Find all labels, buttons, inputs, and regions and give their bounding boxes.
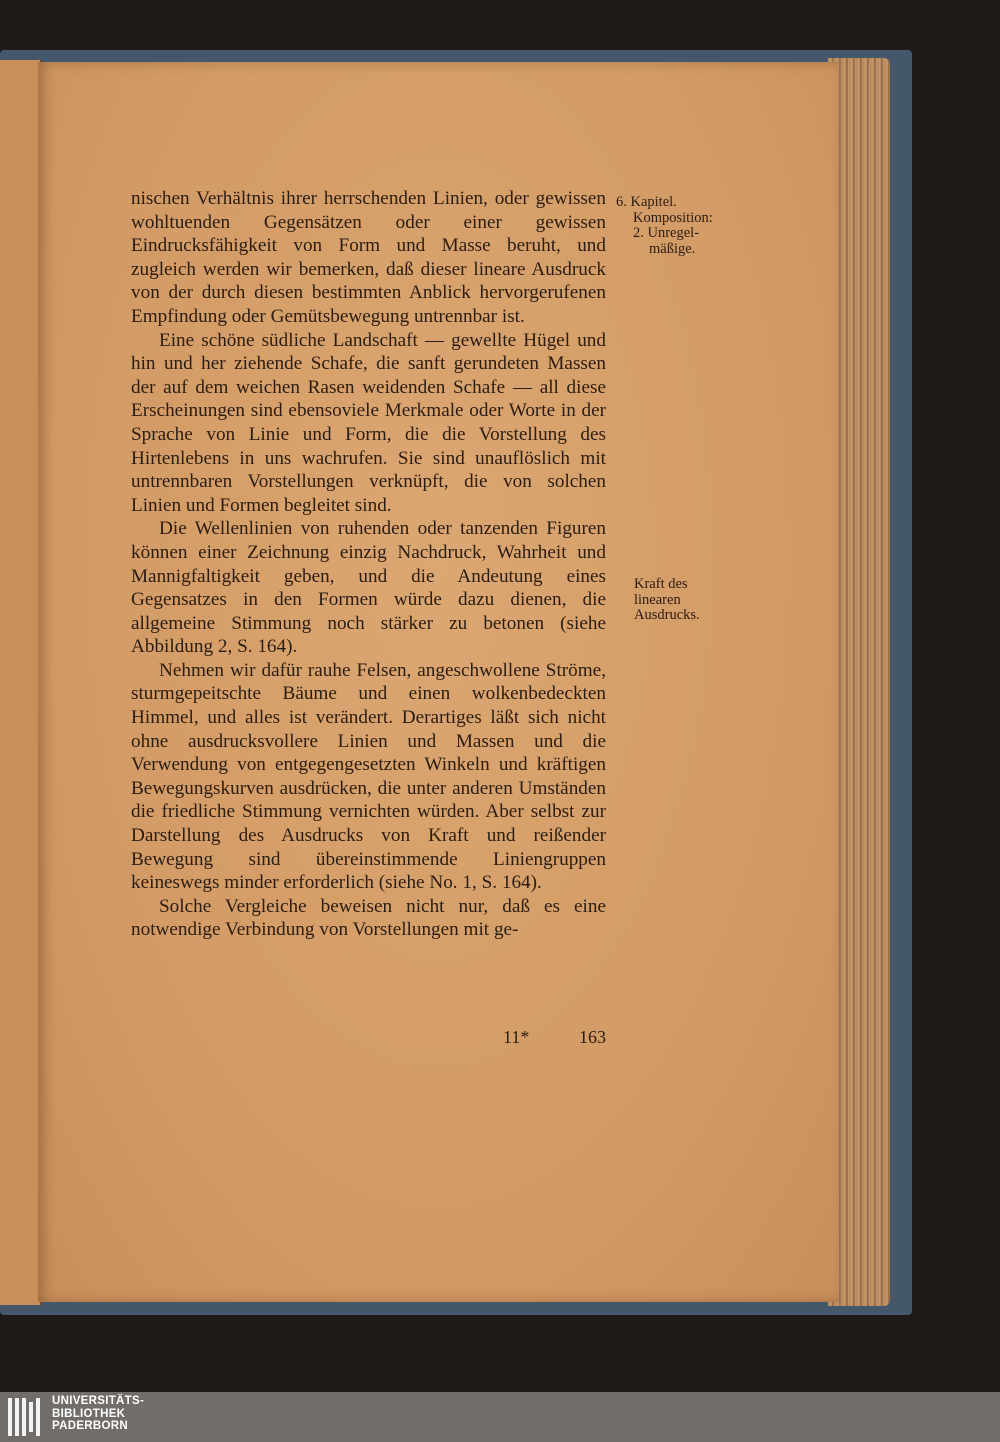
marginal-topic-line: Kraft des bbox=[634, 576, 688, 592]
logo-line: PADERBORN bbox=[52, 1420, 128, 1432]
library-logo-icon bbox=[8, 1398, 44, 1436]
logo-line: BIBLIOTHEK bbox=[52, 1407, 126, 1420]
marginal-chapter-line: 6. Kapitel. bbox=[616, 194, 677, 210]
paragraph-3: Die Wellenlinien von ruhenden oder tanzenden Figuren können einer Zeichnung einzig Nachdruck, Wahrheit und Mannigfaltigkeit geben, und die Andeutung eines Gegensatzes in den Formen würde dazu dienen, die allgemeine Stimmung noch stärker zu betonen (siehe Abbildung 2, S. 164). bbox=[131, 518, 606, 658]
paragraph-5: Solche Vergleiche beweisen nicht nur, daß es eine notwendige Verbindung von Vorstellungen mit ge- bbox=[131, 895, 606, 941]
library-footer bbox=[0, 1392, 1000, 1442]
marginal-chapter-note bbox=[616, 195, 728, 257]
left-page-edge bbox=[0, 60, 42, 1305]
body-text bbox=[131, 187, 606, 942]
logo-line: UNIVERSITÄTS- bbox=[52, 1395, 145, 1407]
marginal-topic-line: Ausdrucks. bbox=[634, 607, 700, 623]
marginal-topic-note bbox=[634, 577, 734, 624]
paragraph-2: Eine schöne südliche Landschaft — gewellte Hügel und hin und her ziehende Schafe, die sanft gerundeten Massen der auf dem weichen Rasen weidenden Schafe — all diese Erscheinungen sind ebensoviele Merkmale oder Worte in der Sprache von Linie und Form, die die Vorstellung des Hirtenlebens in uns wachrufen. Sie sind unauflöslich mit untrennbaren Vorstellungen verknüpft, die von solchen Linien und Formen begleitet sind. bbox=[131, 329, 606, 516]
page-number: 163 bbox=[579, 1027, 606, 1047]
paragraph-4: Nehmen wir dafür rauhe Felsen, angeschwollene Ströme, sturmgepeitschte Bäume und einen wolkenbedeckten Himmel, und alles ist verändert. Derartiges läßt sich nicht ohne ausdrucksvollere Linien und Massen und die Verwendung von entgegengesetzten Winkeln und kräftigen Bewegungskurven ausdrücken, die unter anderen Umständen die friedliche Stimmung vernichten würden. Aber selbst zur Darstellung des Ausdrucks von Kraft und reißender Bewegung sind übereinstimmende Liniengruppen keineswegs minder erforderlich (siehe No. 1, S. 164). bbox=[131, 659, 606, 894]
marginal-chapter-line: 2. Unregel- bbox=[633, 225, 700, 241]
marginal-chapter-line: Komposition: bbox=[633, 209, 713, 226]
paragraph-1: nischen Verhältnis ihrer herrschenden Linien, oder gewissen wohltuenden Gegensätzen oder einer gewissen Eindrucksfähigkeit von Form und Masse beruht, und zugleich werden wir bemerken, daß dieser lineare Ausdruck von der durch diesen bestimmten Anblick hervorgerufenen Empfindung oder Gemütsbewegung untrennbar ist. bbox=[131, 188, 606, 327]
library-logo-text bbox=[52, 1395, 144, 1433]
marginal-chapter-line: mäßige. bbox=[649, 240, 696, 257]
signature-mark: 11* bbox=[503, 1027, 530, 1047]
marginal-topic-line: linearen bbox=[634, 591, 681, 608]
